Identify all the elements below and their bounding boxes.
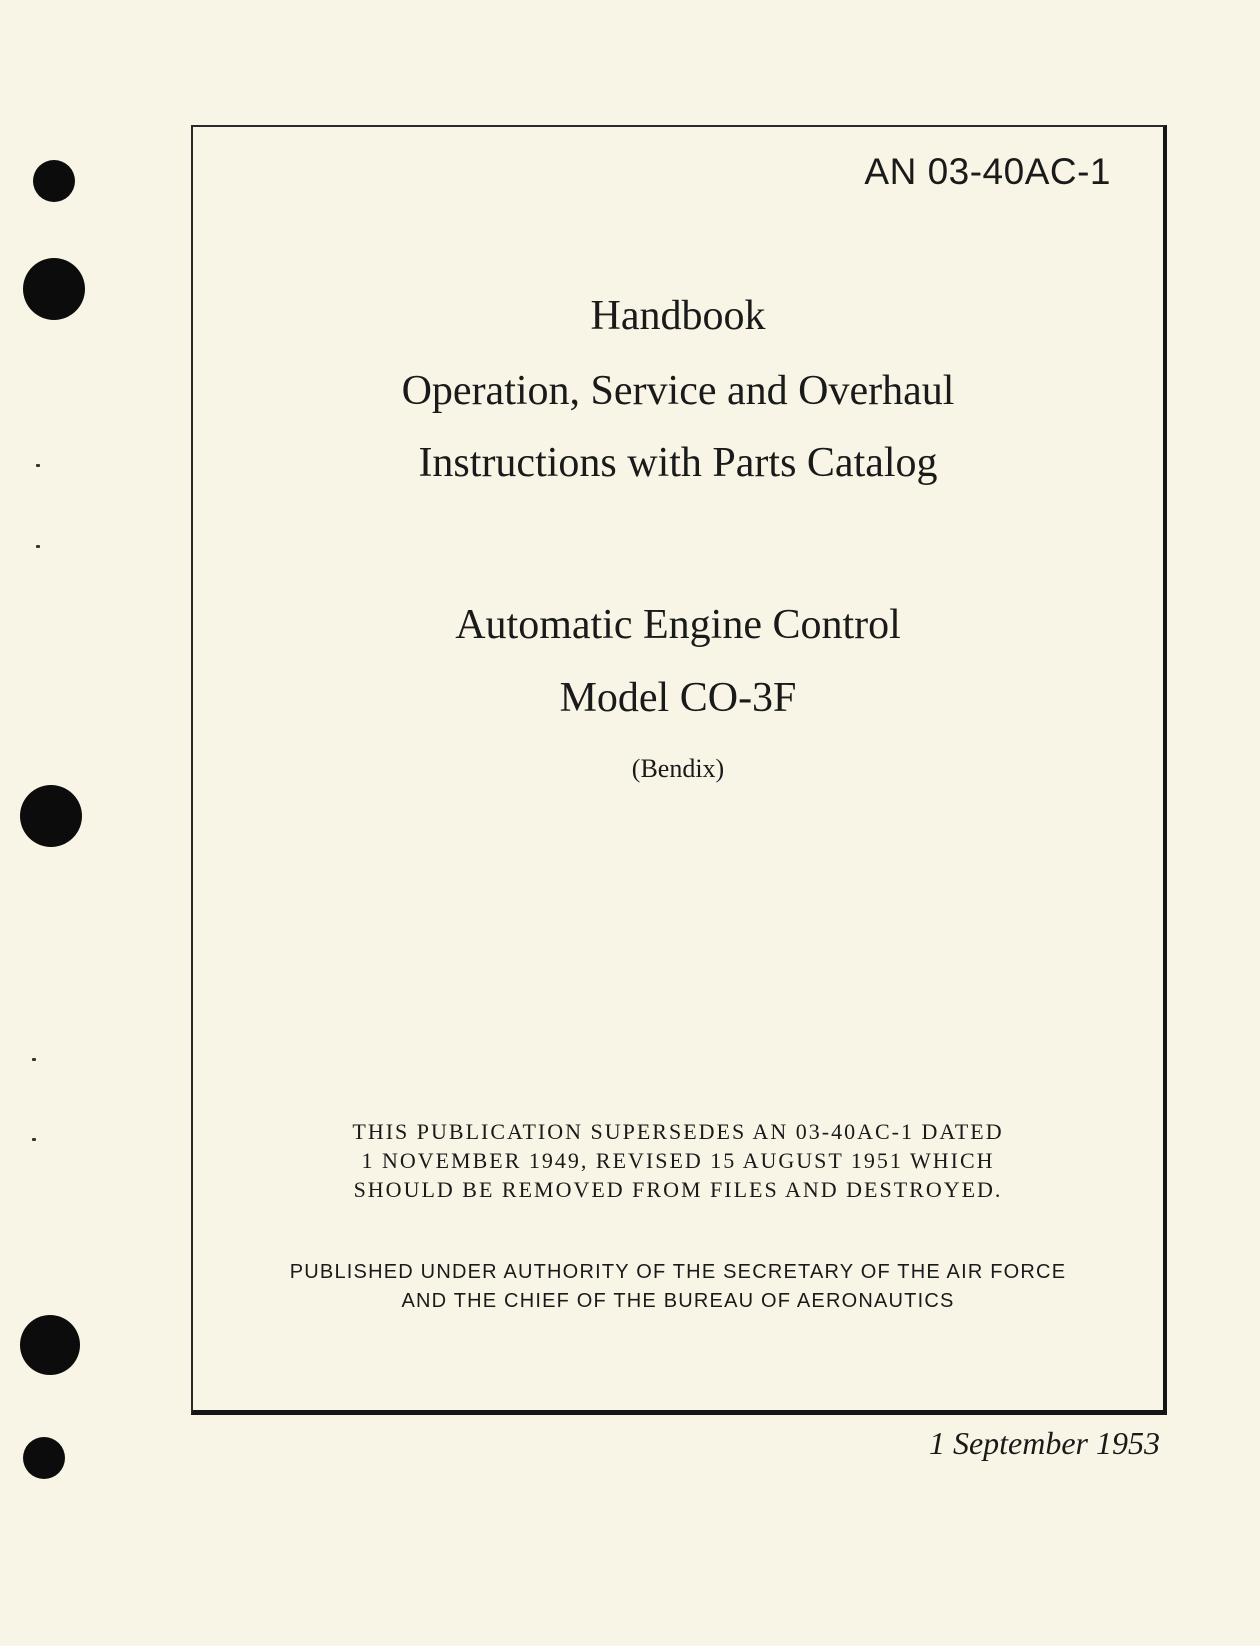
supersession-line: 1 NOVEMBER 1949, REVISED 15 AUGUST 1951 WHICH <box>361 1148 995 1173</box>
scan-speck <box>36 464 40 467</box>
authority-notice <box>193 1258 1163 1316</box>
punch-hole-2 <box>23 258 85 320</box>
authority-line: AND THE CHIEF OF THE BUREAU OF AERONAUTICS <box>401 1290 955 1312</box>
authority-line: PUBLISHED UNDER AUTHORITY OF THE SECRETARY OF THE AIR FORCE <box>289 1261 1067 1283</box>
document-number: AN 03-40AC-1 <box>864 151 1111 192</box>
punch-hole-4 <box>20 1315 80 1375</box>
subject-name: Automatic Engine Control <box>455 602 901 648</box>
supersession-notice <box>193 1117 1163 1204</box>
supersession-line: THIS PUBLICATION SUPERSEDES AN 03-40AC-1 DATED <box>352 1119 1004 1144</box>
model-number: Model CO-3F <box>559 675 797 721</box>
publication-date: 1 September 1953 <box>928 1425 1160 1461</box>
punch-hole-5 <box>23 1437 65 1479</box>
handbook-heading: Handbook <box>590 293 766 339</box>
scan-speck <box>36 545 40 548</box>
punch-hole-3 <box>20 785 82 847</box>
supersession-line: SHOULD BE REMOVED FROM FILES AND DESTROYED. <box>353 1177 1003 1202</box>
manufacturer: (Bendix) <box>631 754 725 783</box>
punch-hole-1 <box>33 160 75 202</box>
title-line-2: Instructions with Parts Catalog <box>418 440 938 486</box>
scan-speck <box>32 1138 36 1141</box>
title-block-frame <box>191 125 1167 1415</box>
title-line-1: Operation, Service and Overhaul <box>401 368 955 414</box>
scan-speck <box>32 1058 36 1061</box>
